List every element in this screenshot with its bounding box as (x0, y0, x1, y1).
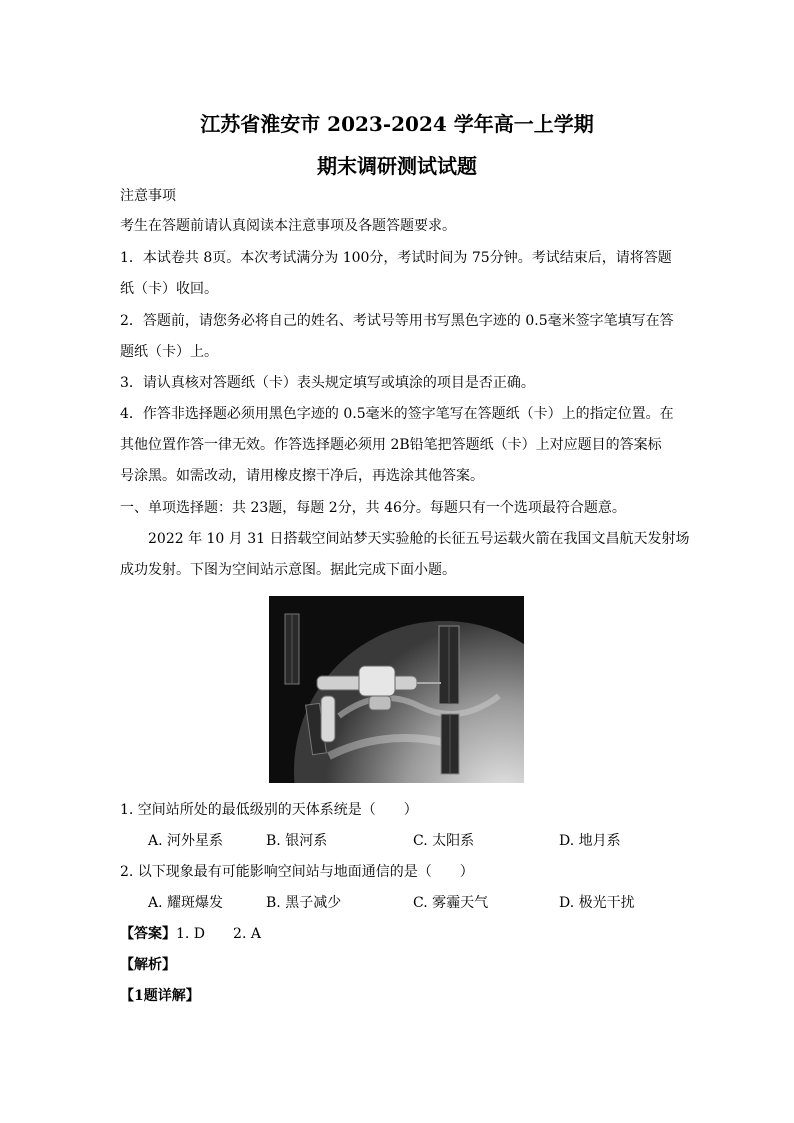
question-2-option-c[interactable]: C. 雾霾天气 (413, 895, 489, 911)
answer-row (120, 924, 261, 944)
notice-line: 纸（卡）收回。 (120, 281, 218, 297)
notice-heading: 注意事项 (120, 188, 176, 204)
notice-line: 3．请认真核对答题纸（卡）表头规定填写或填涂的项目是否正确。 (120, 375, 535, 391)
analysis-detail: 【1题详解】 (120, 988, 200, 1004)
notice-line: 题纸（卡）上。 (120, 344, 218, 360)
question-2-text: 2. 以下现象最有可能影响空间站与地面通信的是（ ） (120, 864, 474, 880)
question-2-option-a[interactable]: A. 耀斑爆发 (148, 895, 224, 911)
notice-line: 2．答题前，请您务必将自己的姓名、考试号等用书写黑色字迹的 0.5毫米签字笔填写在答 (120, 313, 674, 329)
question-stem: 2022 年 10 月 31 日搭载空间站梦天实验舱的长征五号运载火箭在我国文昌航天发射场 (148, 531, 690, 547)
notice-line: 其他位置作答一律无效。作答选择题必须用 2B铅笔把答题纸（卡）上对应题目的答案标 (120, 437, 662, 453)
question-2-option-b[interactable]: B. 黑子减少 (266, 895, 342, 911)
page-subtitle: 期末调研测试试题 (317, 154, 477, 178)
page-title: 江苏省淮安市 2023-2024 学年高一上学期 (200, 112, 594, 136)
notice-line: 号涂黑。如需改动，请用橡皮擦干净后，再选涂其他答案。 (120, 468, 484, 484)
question-1-option-a[interactable]: A. 河外星系 (148, 833, 224, 849)
question-stem: 成功发射。下图为空间站示意图。据此完成下面小题。 (120, 562, 456, 578)
answer-label: 【答案】 (120, 926, 176, 942)
question-2-option-d[interactable]: D. 极光干扰 (559, 895, 635, 911)
space-station-illustration (269, 596, 524, 783)
question-1-option-d[interactable]: D. 地月系 (559, 833, 621, 849)
notice-intro: 考生在答题前请认真阅读本注意事项及各题答题要求。 (120, 218, 456, 234)
answer-value: 1. D 2. A (176, 926, 261, 942)
notice-line: 4．作答非选择题必须用黑色字迹的 0.5毫米的签字笔写在答题纸（卡）上的指定位置。在 (120, 406, 674, 422)
section-heading: 一、单项选择题：共 23题，每题 2分，共 46分。每题只有一个选项最符合题意。 (120, 500, 626, 516)
right-solar-panel (439, 626, 459, 774)
question-1-text: 1. 空间站所处的最低级别的天体系统是（ ） (120, 802, 418, 818)
question-1-option-b[interactable]: B. 银河系 (266, 833, 328, 849)
analysis-label: 【解析】 (120, 957, 176, 973)
question-1-option-c[interactable]: C. 太阳系 (413, 833, 475, 849)
space-station-figure (269, 596, 524, 783)
notice-line: 1．本试卷共 8页。本次考试满分为 100分，考试时间为 75分钟。考试结束后，请将答题 (120, 250, 672, 266)
